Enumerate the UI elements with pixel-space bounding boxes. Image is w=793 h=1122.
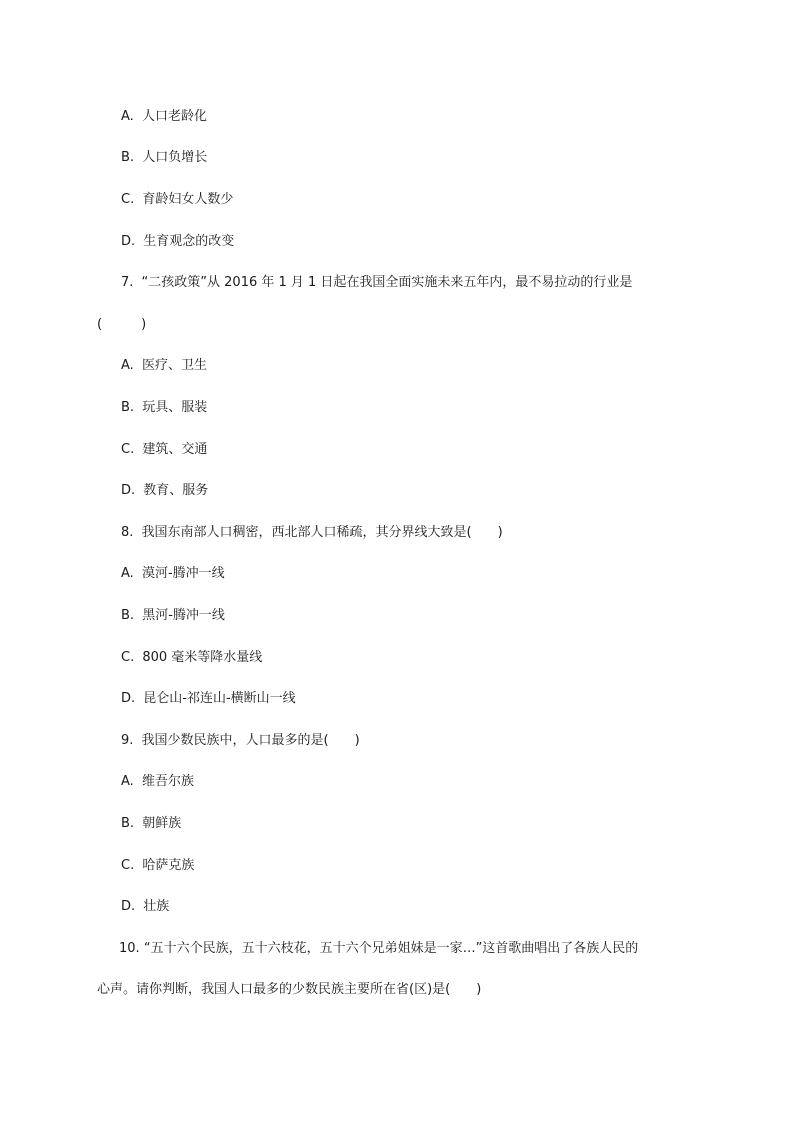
option-label: D. (121, 234, 136, 249)
q7-option-a (121, 357, 207, 375)
q10-stem-line2: 心声。请你判断，我国人口最多的少数民族主要所在省(区)是( ) (97, 982, 482, 997)
q7-option-c (121, 441, 207, 459)
question-number: 7. (121, 275, 134, 290)
option-text: 医疗、卫生 (141, 358, 207, 373)
option-text: 朝鲜族 (142, 816, 182, 831)
option-label: B. (121, 150, 135, 165)
q9-option-d (121, 898, 169, 916)
option-text: 育龄妇女人数少 (142, 192, 234, 207)
option-text: 建筑、交通 (142, 442, 208, 457)
q9-stem (121, 732, 360, 750)
q8-stem (121, 524, 503, 542)
q8-option-c (121, 649, 262, 667)
q6-option-c (121, 191, 233, 209)
option-label: C. (121, 650, 135, 665)
q10-stem-line1 (119, 940, 638, 958)
q8-option-d (121, 690, 296, 708)
q8-option-a (121, 565, 225, 583)
option-label: C. (121, 442, 135, 457)
question-number: 10. (119, 941, 140, 956)
q7-answer-paren: ( ) (97, 317, 147, 332)
q7-stem (121, 274, 632, 292)
option-text: 玩具、服装 (142, 400, 208, 415)
question-number: 8. (121, 525, 134, 540)
question-text: “五十六个民族，五十六枝花，五十六个兄弟姐妹是一家…”这首歌曲唱出了各族人民的 (143, 941, 639, 956)
option-text: 昆仑山-祁连山-横断山一线 (143, 691, 296, 706)
option-label: B. (121, 608, 135, 623)
option-label: C. (121, 858, 135, 873)
option-label: D. (121, 691, 136, 706)
option-text: 人口老龄化 (141, 109, 207, 124)
option-text: 人口负增长 (142, 150, 208, 165)
question-text: 我国东南部人口稠密，西北部人口稀疏，其分界线大致是( ) (141, 525, 503, 540)
option-text: 漠河-腾冲一线 (141, 566, 225, 581)
option-label: A. (121, 566, 134, 581)
option-text: 维吾尔族 (141, 774, 194, 789)
option-label: A. (121, 358, 134, 373)
q8-option-b (121, 607, 225, 625)
q7-option-b (121, 399, 207, 417)
option-label: B. (121, 400, 135, 415)
q9-option-a (121, 773, 194, 791)
option-label: C. (121, 192, 135, 207)
option-label: A. (121, 109, 134, 124)
option-text: 生育观念的改变 (143, 234, 235, 249)
option-label: D. (121, 483, 136, 498)
option-label: A. (121, 774, 134, 789)
option-text: 壮族 (143, 899, 170, 914)
q9-option-c (121, 857, 194, 875)
option-text: 哈萨克族 (142, 858, 195, 873)
q6-option-b (121, 149, 207, 167)
q6-option-d (121, 233, 234, 251)
question-number: 9. (121, 733, 134, 748)
option-label: B. (121, 816, 135, 831)
q6-option-a (121, 108, 207, 126)
option-text: 黑河-腾冲一线 (142, 608, 225, 623)
question-text: “二孩政策”从 2016 年 1 月 1 日起在我国全面实施未来五年内，最不易拉动的行业是 (141, 275, 633, 290)
option-text: 800 毫米等降水量线 (142, 650, 263, 665)
q9-option-b (121, 815, 181, 833)
q7-option-d (121, 482, 208, 500)
question-text: 我国少数民族中，人口最多的是( ) (141, 733, 360, 748)
option-text: 教育、服务 (143, 483, 209, 498)
option-label: D. (121, 899, 136, 914)
